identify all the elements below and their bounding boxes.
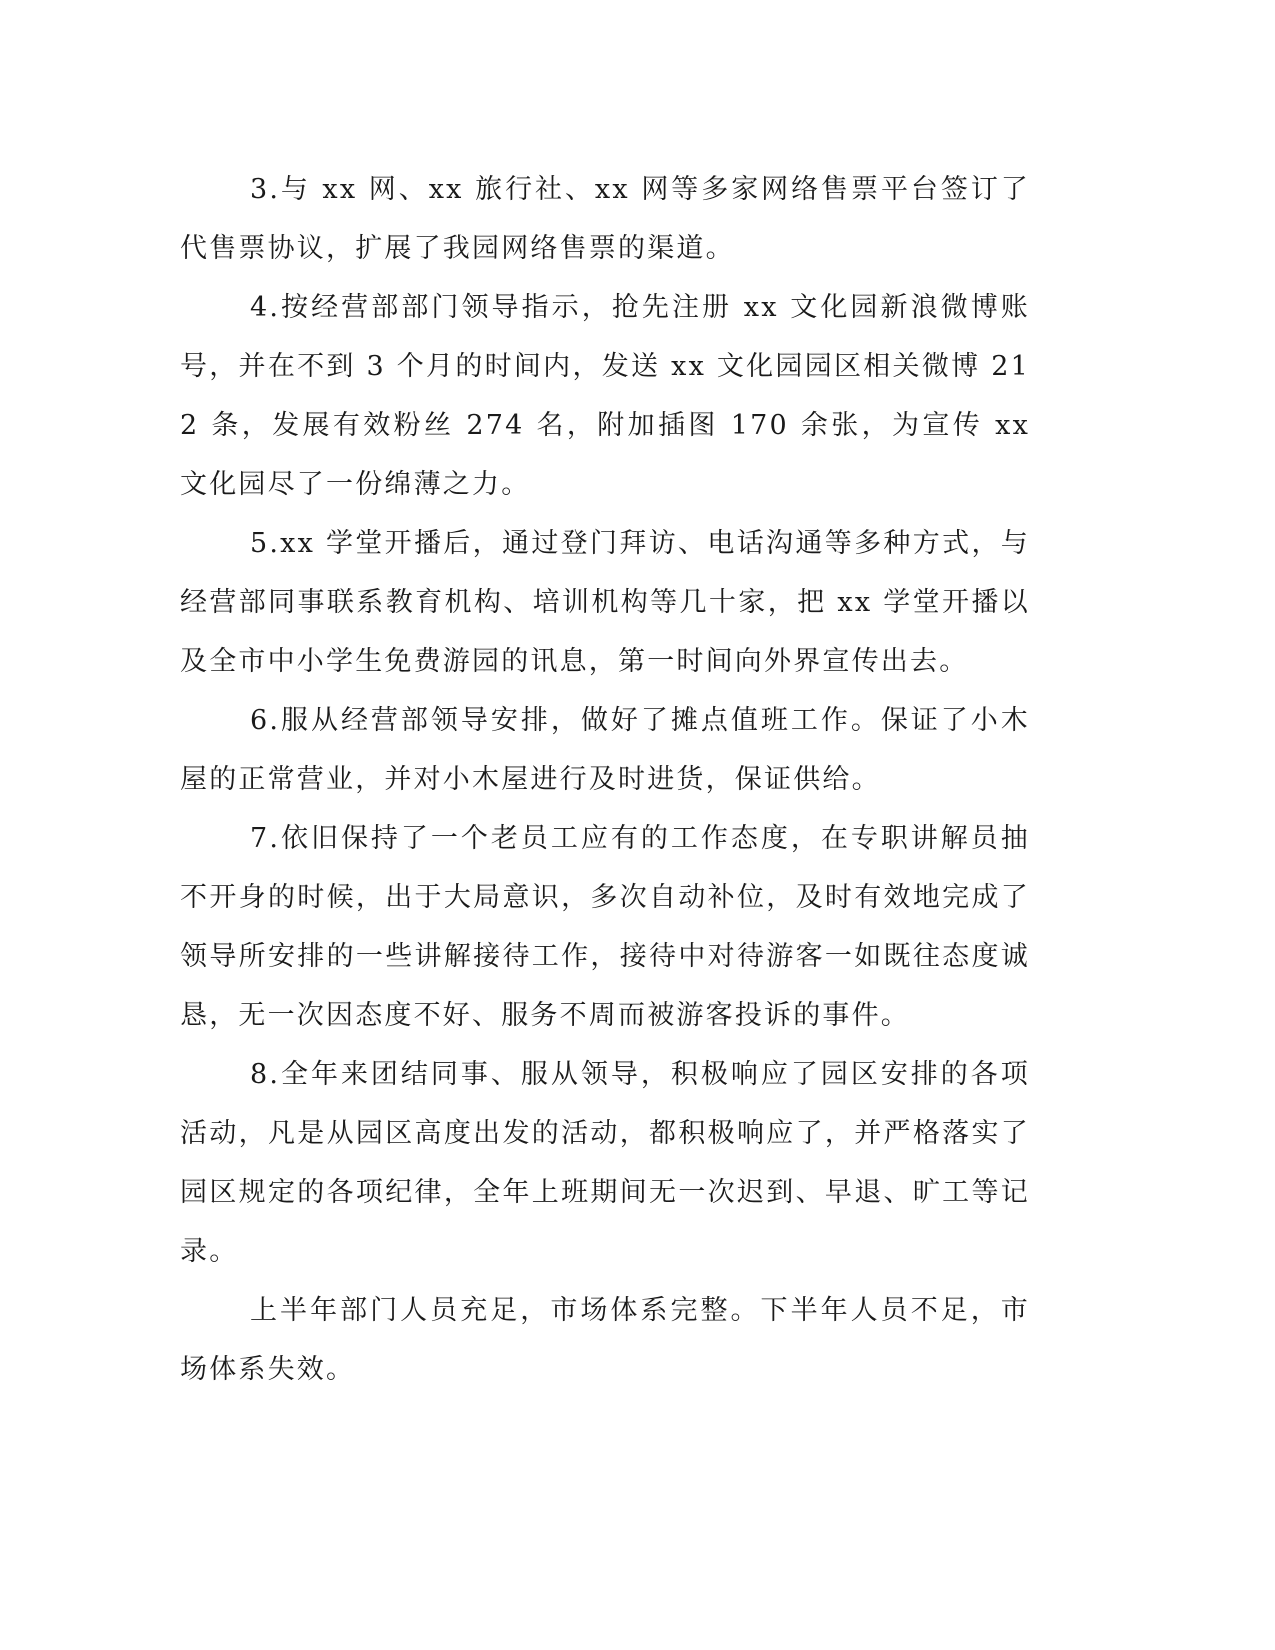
paragraph-item-8: 8.全年来团结同事、服从领导，积极响应了园区安排的各项活动，凡是从园区高度出发的活动，都积极响应了，并严格落实了园区规定的各项纪律，全年上班期间无一次迟到、早退、旷工等记录。 [180,1059,1030,1267]
document-body [180,160,1030,1399]
paragraph-item-6: 6.服从经营部领导安排，做好了摊点值班工作。保证了小木屋的正常营业，并对小木屋进行及时进货，保证供给。 [180,705,1030,795]
paragraph-item-4: 4.按经营部部门领导指示，抢先注册 xx 文化园新浪微博账号，并在不到 3 个月的时间内，发送 xx 文化园园区相关微博 212 条，发展有效粉丝 274 名，附加插图 170 余张，为宣传 xx 文化园尽了一份绵薄之力。 [180,292,1030,500]
paragraph-item-3: 3.与 xx 网、xx 旅行社、xx 网等多家网络售票平台签订了代售票协议，扩展了我园网络售票的渠道。 [180,174,1030,264]
paragraph-summary: 上半年部门人员充足，市场体系完整。下半年人员不足，市场体系失效。 [180,1295,1030,1385]
paragraph-item-5: 5.xx 学堂开播后，通过登门拜访、电话沟通等多种方式，与经营部同事联系教育机构、培训机构等几十家，把 xx 学堂开播以及全市中小学生免费游园的讯息，第一时间向外界宣传出去。 [180,528,1030,677]
paragraph-item-7: 7.依旧保持了一个老员工应有的工作态度，在专职讲解员抽不开身的时候，出于大局意识，多次自动补位，及时有效地完成了领导所安排的一些讲解接待工作，接待中对待游客一如既往态度诚恳，无一次因态度不好、服务不周而被游客投诉的事件。 [180,823,1030,1031]
